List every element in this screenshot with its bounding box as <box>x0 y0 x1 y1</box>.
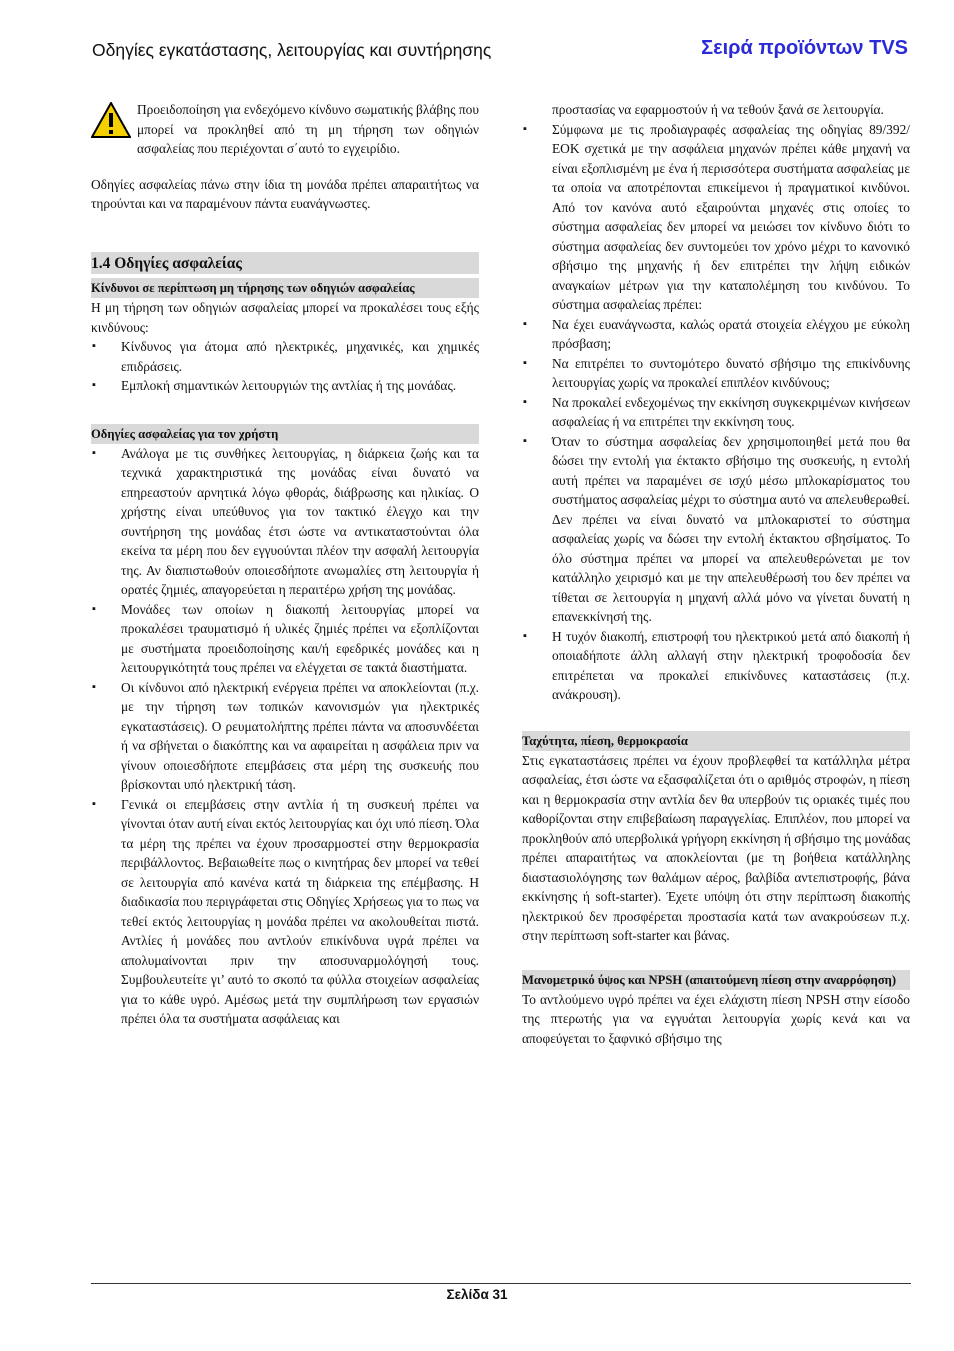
list-item: ▪ Οι κίνδυνοι από ηλεκτρική ενέργεια πρέπει να αποκλείονται (π.χ. με την τήρηση των τοπικών κανονισμών για ηλεκτρικές εγκαταστάσεις). Ο ρευματολήπτης πρέπει πάντα να αποσυνδέεται ή να σβήνεται ο διακόπτης και να αφαιρείται η ασφάλεια πριν να γίνουν οποιεσδήποτε επεμβάσεις στα μέρη της συσκευής που βρίσκονται υπό ηλεκτρική τάση. <box>91 678 479 795</box>
risks-text: Η μη τήρηση των οδηγιών ασφαλείας μπορεί να προκαλέσει τους εξής κινδύνους: <box>91 300 479 335</box>
user-heading: Οδηγίες ασφαλείας για τον χρήστη <box>91 424 479 444</box>
risks-heading: Κίνδυνοι σε περίπτωση μη τήρησης των οδηγιών ασφαλείας <box>91 278 479 298</box>
intro-paragraph: Οδηγίες ασφαλείας πάνω στην ίδια τη μονάδα πρέπει απαραιτήτως να τηρούνται και να παραμένουν πάντα ευανάγνωστες. <box>91 176 479 211</box>
list-item: ▪ Η τυχόν διακοπή, επιστροφή του ηλεκτρικού μετά από διακοπή ή οποιαδήποτε άλλη αλλαγή στην ηλεκτρική τροφοδοσία δεν επιτρέπεται να προκαλεί επικίνδυνες καταστάσεις (π.χ. ανάκρουση). <box>522 627 910 705</box>
left-column <box>91 100 479 1029</box>
list-item: ▪ Εμπλοκή σημαντικών λειτουργιών της αντλίας ή της μονάδας. <box>91 376 479 396</box>
list-item: ▪ Ανάλογα με τις συνθήκες λειτουργίας, η διάρκεια ζωής και τα τεχνικά χαρακτηριστικά της μονάδας είναι δυνατό να επηρεαστούν αρνητικά λόγω φθοράς, διάβρωσης και ηλικίας. Ο χρήστης είναι υπεύθυνος για τον τακτικό έλεγχο και την συντήρηση της μονάδας έτσι ώστε να αντικαταστούνται όλα εκείνα τα μέρη που δεν εγγυούνται πλέον την ασφαλή λειτουργία της. Αν διαπιστωθούν οποιεσδήποτε ανωμαλίες στη λειτουργία ή ορατές ζημιές, απαγορεύεται η περαιτέρω χρήση της μονάδας. <box>91 444 479 600</box>
user-list <box>91 444 479 1029</box>
list-item: ▪ Κίνδυνος για άτομα από ηλεκτρικές, μηχανικές, και χημικές επιδράσεις. <box>91 337 479 376</box>
list-item: ▪ Γενικά οι επεμβάσεις στην αντλία ή τη συσκευή πρέπει να γίνονται όταν αυτή είναι εκτός λειτουργίας και όχι υπό πίεση. Όλα τα μέρη της πρέπει να έχουν προσαρμοστεί στην θερμοκρασία περιβάλλοντος. Βεβαιωθείτε πως ο κινητήρας δεν μπορεί να τεθεί σε λειτουργία από κανένα κατά τη διάρκεια της επέμβασης. Η διαδικασία που περιγράφεται στις Οδηγίες Χρήσεως για το πως να τεθεί εκτός λειτουργίας η μονάδα πρέπει να ακολουθείται πιστά. Αντλίες ή μονάδες που αντλούν επικίνδυνα υγρά πρέπει να απολυμαίνονται πριν την αποσυναρμολόγησή τους. Συμβουλευτείτε γι’ αυτό το σκοπό τα φύλλα στοιχείων ασφαλείας για το κάθε υγρό. Αμέσως μετά την συμπλήρωση των εργασιών πρέπει όλα τα συστήματα ασφάλειας και <box>91 795 479 1029</box>
header-product-series: Σειρά προϊόντων TVS <box>701 37 908 59</box>
header-document-title: Οδηγίες εγκατάστασης, λειτουργίας και συντήρησης <box>92 40 492 60</box>
section-title: 1.4 Οδηγίες ασφαλείας <box>91 252 479 275</box>
safety-system-list <box>522 120 910 705</box>
risks-list <box>91 337 479 396</box>
warning-block <box>91 100 479 159</box>
right-column <box>522 100 910 1048</box>
speed-text: Στις εγκαταστάσεις πρέπει να έχουν προβλεφθεί τα κατάλληλα μέτρα ασφαλείας, έτσι ώστε να εξασφαλίζεται ότι ο αριθμός στροφών, η πίεση και η θερμοκρασία στην αντλία δεν θα υπερβούν τις οριακές τιμές που καθορίζονται στην επιβεβαίωση παραγγελίας. Επιπλέον, που μπορεί να προκληθούν από υπερβολικά γρήγορη εκκίνηση ή σβήσιμο της μονάδας πρέπει απαραιτήτως να αποκλείονται (με τη βοήθεια κατάλληλης διαστασιολόγησης των θαλάμων αέρος, βαλβίδα αντεπιστροφής, βάνα εκκίνησης ή soft-starter). Έχετε υπόψη ότι στην περίπτωση διακοπής ηλεκτρικού δεν προσφέρεται προστασία κατά των ανακρούσεων π.χ. στην περίπτωση soft-starter και βάνας. <box>522 752 910 943</box>
continuation-text: προστασίας να εφαρμοστούν ή να τεθούν ξανά σε λειτουργία. <box>552 102 884 117</box>
warning-triangle-icon <box>91 100 131 159</box>
list-item: ▪ Να έχει ευανάγνωστα, καλώς ορατά στοιχεία ελέγχου με εύκολη πρόσβαση; <box>522 315 910 354</box>
speed-heading: Ταχύτητα, πίεση, θερμοκρασία <box>522 731 910 751</box>
npsh-heading: Μανομετρικό ύψος και NPSH (απαιτούμενη πίεση στην αναρρόφηση) <box>522 970 910 990</box>
list-item: ▪ Μονάδες των οποίων η διακοπή λειτουργίας μπορεί να προκαλέσει τραυματισμό ή υλικές ζημιές πρέπει να εξοπλίζονται με συστήματα προειδοποίησης και/ή εφεδρικές μονάδες και η λειτουργικότητά τους πρέπει να ελέγχεται σε τακτά διαστήματα. <box>91 600 479 678</box>
list-item: ▪ Να επιτρέπει το συντομότερο δυνατό σβήσιμο της επικίνδυνης λειτουργίας χωρίς να προκαλεί επιπλέον κινδύνους; <box>522 354 910 393</box>
list-item: ▪ Να προκαλεί ενδεχομένως την εκκίνηση συγκεκριμένων κινήσεων ασφαλείας ή να επιτρέπει την εκκίνηση τους. <box>522 393 910 432</box>
list-item: ▪ Σύμφωνα με τις προδιαγραφές ασφαλείας της οδηγίας 89/392/ΕΟΚ σχετικά με την ασφάλεια μηχανών πρέπει κάθε μηχανή να είναι εξοπλισμένη με ένα ή περισσότερα συστήματα ασφαλείας με τα οποία να αποτρέπονται επικείμενοι ή πραγματικοί κινδύνοι. Από τον κανόνα αυτό εξαιρούνται μηχανές στις οποίες το σύστημα ασφαλείας δεν μπορεί να μειώσει τον κίνδυνο διότι το σύστημα ασφαλείας δεν συντομεύει τον χρόνο μέχρι το κανονικό σβήσιμο της μηχανής ή δεν επιτρέπει την λήψη ειδικών αναγκαίων μέτρων για την καταπολέμηση του κινδύνου. Το σύστημα ασφαλείας πρέπει: <box>522 120 910 315</box>
list-item: ▪ Όταν το σύστημα ασφαλείας δεν χρησιμοποιηθεί μετά που θα δώσει την εντολή για έκτακτο σβήσιμο της συσκευής, η εντολή αυτή πρέπει να παραμένει σε ισχύ μέσω μπλοκαρίσματος του συστήματος ασφαλείας μέχρι το σύστημα αυτό να απελευθερωθεί. Δεν πρέπει να είναι δυνατό να μπλοκαριστεί το σύστημα ασφαλείας χωρίς να δώσει την εντολή έκτακτου σβησίματος. Το όλο σύστημα πρέπει να μπορεί να απελευθερώνεται με τον κατάλληλο χειρισμό και με την απελευθέρωσή του δεν πρέπει να τίθεται σε λειτουργία η μηχανή αλλά μόνο να γίνεται δυνατή η επανεκκίνησή της. <box>522 432 910 627</box>
npsh-text: Το αντλούμενο υγρό πρέπει να έχει ελάχιστη πίεση NPSH στην είσοδο της πτερωτής για να εγγυάται λειτουργία χωρίς κενά και να αποφεύγεται το ξαφνικό σβήσιμο της <box>522 991 910 1046</box>
footer-divider <box>91 1283 911 1284</box>
warning-text: Προειδοποίηση για ενδεχόμενο κίνδυνο σωματικής βλάβης που μπορεί να προκληθεί από τη μη τήρηση των οδηγιών ασφαλείας που περιέχονται σ΄αυτό το εγχειρίδιο. <box>137 102 479 156</box>
page-number: Σελίδα 31 <box>446 1287 508 1302</box>
